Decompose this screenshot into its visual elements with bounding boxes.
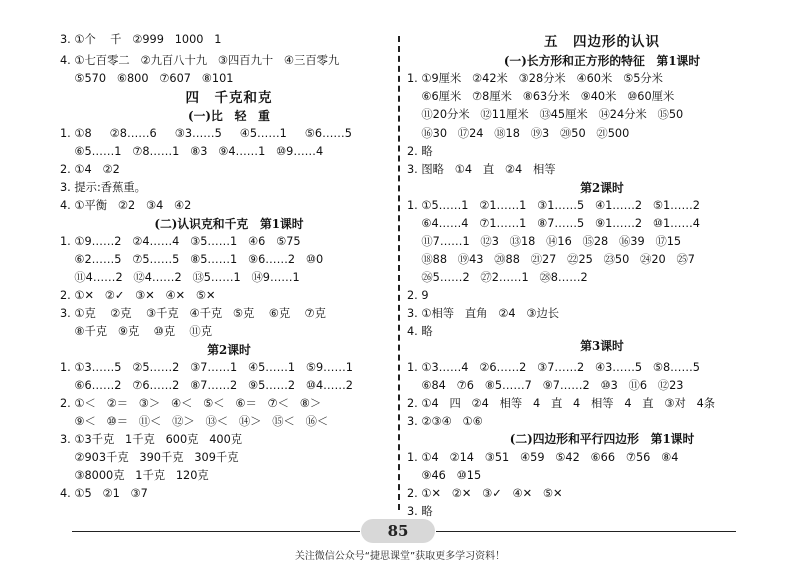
answer-line: ⑨＜ ⑩＝ ⑪＜ ⑫＞ ⑬＜ ⑭＞ ⑮＜ ⑯＜ [60, 415, 329, 428]
answer-line: ⑥6……2 ⑦6……2 ⑧7……2 ⑨5……2 ⑩4……2 [60, 379, 353, 392]
section-heading: 第3课时 [580, 339, 624, 353]
answer-line: 2. ①4 四 ②4 相等 4 直 4 相等 4 直 ③对 4条 [407, 397, 716, 410]
answer-line: 2. ①＜ ②＝ ③＞ ④＜ ⑤＜ ⑥＝ ⑦＜ ⑧＞ [60, 397, 322, 410]
answer-line: 3. ②③④ ①⑥ [407, 415, 483, 428]
answer-line: ⑱88 ⑲43 ⑳88 ㉑27 ㉒25 ㉓50 ㉔20 ㉕7 [407, 253, 695, 266]
answer-line: ⑥2……5 ⑦5……5 ⑧5……1 ⑨6……2 ⑩0 [60, 253, 324, 266]
answer-line: 1. ①4 ②14 ③51 ④59 ⑤42 ⑥66 ⑦56 ⑧4 [407, 451, 679, 464]
answer-line: 3. 提示:香蕉重。 [60, 181, 146, 194]
answer-line: 3. ①个 千 ②999 1000 1 [60, 33, 222, 46]
section-heading: (一)比 轻 重 [188, 109, 270, 123]
answer-line: 2. ①✕ ②✕ ③✓ ④✕ ⑤✕ [407, 487, 563, 500]
footer-rule-left [72, 531, 360, 532]
section-heading: (一)长方形和正方形的特征 第1课时 [503, 54, 701, 68]
chapter-heading: 五 四边形的认识 [544, 34, 660, 50]
answer-line: 2. ①✕ ②✓ ③✕ ④✕ ⑤✕ [60, 289, 216, 302]
answer-line: 1. ①9厘米 ②42米 ③28分米 ④60米 ⑤5分米 [407, 72, 663, 85]
footer-rule-right [436, 531, 736, 532]
footer-note: 关注微信公众号“捷思课堂”获取更多学习资料！ [294, 551, 506, 562]
answer-line: ⑥84 ⑦6 ⑧5……7 ⑨7……2 ⑩3 ⑪6 ⑫23 [407, 379, 684, 392]
section-heading: (二)认识克和千克 第1课时 [154, 217, 304, 231]
answer-line: 1. ①3……4 ②6……2 ③7……2 ④3……5 ⑤8……5 [407, 361, 700, 374]
answer-line: ㉖5……2 ㉗2……1 ㉘8……2 [407, 271, 588, 284]
answer-line: ②903千克 390千克 309千克 [60, 451, 239, 464]
answer-line: 4. ①5 ②1 ③7 [60, 487, 148, 500]
chapter-heading: 四 千克和克 [185, 90, 273, 106]
section-heading: (二)四边形和平行四边形 第1课时 [509, 432, 695, 446]
answer-line: ⑥4……4 ⑦1……1 ⑧7……5 ⑨1……2 ⑩1……4 [407, 217, 700, 230]
section-heading: 第2课时 [207, 343, 251, 357]
answer-line: 2. 9 [407, 289, 429, 302]
answer-line: 3. ①相等 直角 ②4 ③边长 [407, 307, 560, 320]
answer-line: ⑯30 ⑰24 ⑱18 ⑲3 ⑳50 ㉑500 [407, 127, 630, 140]
answer-line: 4. 略 [407, 325, 433, 338]
answer-line: 2. 略 [407, 145, 433, 158]
answer-line: 1. ①5……1 ②1……1 ③1……5 ④1……2 ⑤1……2 [407, 199, 700, 212]
answer-line: 3. ①克 ②克 ③千克 ④千克 ⑤克 ⑥克 ⑦克 [60, 307, 326, 320]
answer-line: ⑨46 ⑩15 [407, 469, 482, 482]
answer-line: ⑪20分米 ⑫11厘米 ⑬45厘米 ⑭24分米 ⑮50 [407, 108, 684, 121]
answer-line: ⑪7……1 ⑫3 ⑬18 ⑭16 ⑮28 ⑯39 ⑰15 [407, 235, 682, 248]
column-divider [398, 36, 400, 510]
answer-line: 3. 略 [407, 505, 433, 518]
answer-line: 3. ①3千克 1千克 600克 400克 [60, 433, 243, 446]
answer-line: 1. ①9……2 ②4……4 ③5……1 ④6 ⑤75 [60, 235, 301, 248]
answer-line: ⑥6厘米 ⑦8厘米 ⑧63分米 ⑨40米 ⑩60厘米 [407, 90, 675, 103]
answer-line: ⑧千克 ⑨克 ⑩克 ⑪克 [60, 325, 213, 338]
answer-line: 4. ①七百零二 ②九百八十九 ③四百九十 ④三百零九 [60, 54, 340, 67]
answer-line: ⑪4……2 ⑫4……2 ⑬5……1 ⑭9……1 [60, 271, 300, 284]
answer-line: 1. ①8 ②8……6 ③3……5 ④5……1 ⑤6……5 [60, 127, 352, 140]
answer-line: ⑤570 ⑥800 ⑦607 ⑧101 [60, 72, 234, 85]
page-number: 85 [361, 519, 435, 543]
answer-line: 1. ①3……5 ②5……2 ③7……1 ④5……1 ⑤9……1 [60, 361, 353, 374]
answer-line: ③8000克 1千克 120克 [60, 469, 209, 482]
answer-line: 2. ①4 ②2 [60, 163, 120, 176]
answer-line: ⑥5……1 ⑦8……1 ⑧3 ⑨4……1 ⑩9……4 [60, 145, 324, 158]
answer-line: 4. ①平衡 ②2 ③4 ④2 [60, 199, 192, 212]
answer-line: 3. 图略 ①4 直 ②4 相等 [407, 163, 556, 176]
section-heading: 第2课时 [580, 181, 624, 195]
